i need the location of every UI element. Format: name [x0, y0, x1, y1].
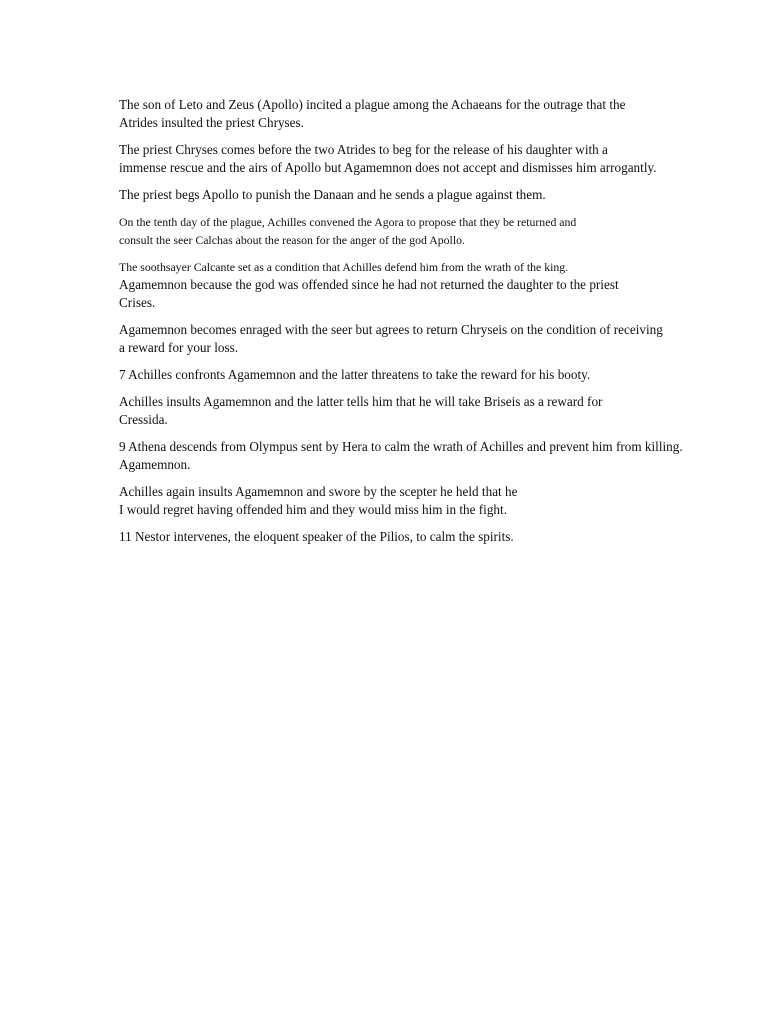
paragraph-line: Atrides insulted the priest Chryses.: [119, 115, 304, 130]
paragraph-line: Crises.: [119, 295, 156, 310]
paragraph-line: I would regret having offended him and they would miss him in the fight.: [119, 502, 507, 517]
paragraph-line: 7 Achilles confronts Agamemnon and the latter threatens to take the reward for his booty.: [119, 367, 591, 382]
paragraph-10: [119, 483, 709, 519]
paragraph-line: Achilles again insults Agamemnon and swore by the scepter he held that he: [119, 484, 518, 499]
paragraph-11: [119, 528, 709, 546]
paragraph-4: [119, 213, 709, 249]
paragraph-3: [119, 186, 709, 204]
paragraph-line: On the tenth day of the plague, Achilles convened the Agora to propose that they be returned and: [119, 215, 577, 229]
paragraph-line: The priest Chryses comes before the two Atrides to beg for the release of his daughter with a: [119, 142, 608, 157]
paragraph-8: [119, 393, 709, 429]
paragraph-line: Cressida.: [119, 412, 168, 427]
paragraph-9: [119, 438, 709, 474]
paragraph-5: [119, 258, 709, 312]
document-page: [119, 96, 709, 555]
paragraph-7: [119, 366, 709, 384]
paragraph-line: Achilles insults Agamemnon and the latter tells him that he will take Briseis as a reward for: [119, 394, 603, 409]
paragraph-line: Agamemnon.: [119, 457, 191, 472]
paragraph-line: Agamemnon because the god was offended since he had not returned the daughter to the priest: [119, 277, 619, 292]
paragraph-line: The priest begs Apollo to punish the Danaan and he sends a plague against them.: [119, 187, 546, 202]
paragraph-line: The son of Leto and Zeus (Apollo) incited a plague among the Achaeans for the outrage that the: [119, 97, 626, 112]
paragraph-6: [119, 321, 709, 357]
paragraph-1: [119, 96, 709, 132]
paragraph-line: 11 Nestor intervenes, the eloquent speaker of the Pilios, to calm the spirits.: [119, 529, 514, 544]
paragraph-line: immense rescue and the airs of Apollo but Agamemnon does not accept and dismisses him arrogantly.: [119, 160, 657, 175]
paragraph-line: a reward for your loss.: [119, 340, 239, 355]
paragraph-line: consult the seer Calchas about the reason for the anger of the god Apollo.: [119, 233, 465, 247]
paragraph-line: 9 Athena descends from Olympus sent by Hera to calm the wrath of Achilles and prevent him from killing.: [119, 439, 683, 454]
paragraph-line: The soothsayer Calcante set as a condition that Achilles defend him from the wrath of the king.: [119, 260, 569, 274]
paragraph-line: Agamemnon becomes enraged with the seer but agrees to return Chryseis on the condition of receiving: [119, 322, 663, 337]
paragraph-2: [119, 141, 709, 177]
